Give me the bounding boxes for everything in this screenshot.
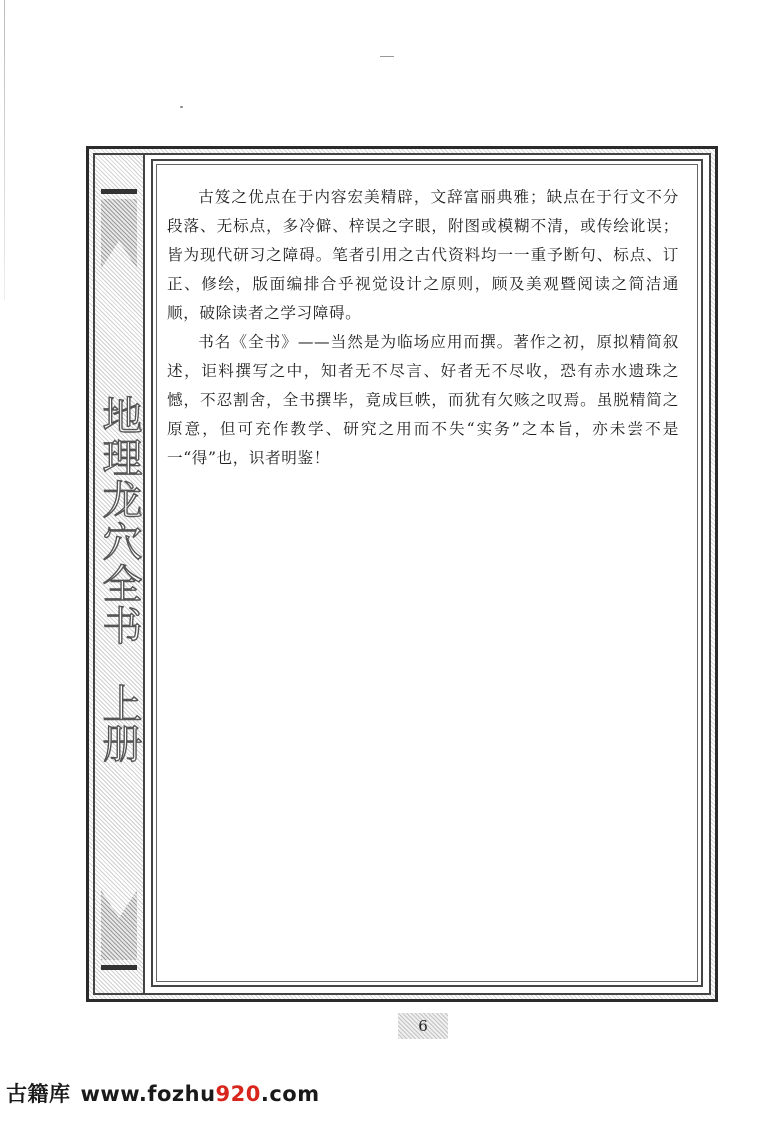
content-panel	[151, 159, 703, 987]
spine-book-title: 地理龙穴全书	[96, 395, 142, 647]
watermark-url-number: 920	[215, 1082, 261, 1106]
paragraph-1: 古笈之优点在于内容宏美精辟，文辞富丽典雅；缺点在于行文不分段落、无标点，多冷僻、梓误之字眼，附图或模糊不清，或传绘讹误；皆为现代研习之障碍。笔者引用之古代资料均一一重予断句、标点、订正、修绘，版面编排合乎视觉设计之原则，顾及美观暨阅读之简洁通顺，破除读者之学习障碍。	[167, 188, 679, 322]
spine-chevron-bottom	[101, 890, 137, 960]
watermark-url-suffix: .com	[260, 1082, 320, 1106]
page-border-inner	[93, 153, 711, 995]
scan-edge-line	[4, 0, 5, 300]
page-border-frame	[86, 146, 718, 1002]
spine-bar-top	[101, 189, 137, 194]
scan-speck	[380, 56, 394, 57]
watermark-url-prefix: www.fozhu	[80, 1082, 216, 1106]
body-text	[167, 183, 679, 473]
site-watermark	[6, 1078, 320, 1108]
spine-bar-bottom	[101, 965, 137, 970]
spine-chevron-top	[101, 199, 137, 269]
watermark-site-name: 古籍库	[6, 1082, 71, 1106]
scan-speck	[180, 106, 183, 108]
paragraph-2: 书名《全书》——当然是为临场应用而撰。著作之初，原拟精简叙述，讵料撰写之中，知者无不尽言、好者无不尽收，恐有赤水遗珠之憾，不忍割舍，全书撰毕，竟成巨帙，而犹有欠赅之叹焉。虽脱精简之原意，但可充作教学、研究之用而不失“实务”之本旨，亦未尝不是一“得”也，识者明鉴！	[167, 333, 679, 467]
page-number: 6	[398, 1013, 448, 1039]
spine-volume-label: 上册	[96, 683, 142, 763]
book-spine	[95, 155, 145, 993]
